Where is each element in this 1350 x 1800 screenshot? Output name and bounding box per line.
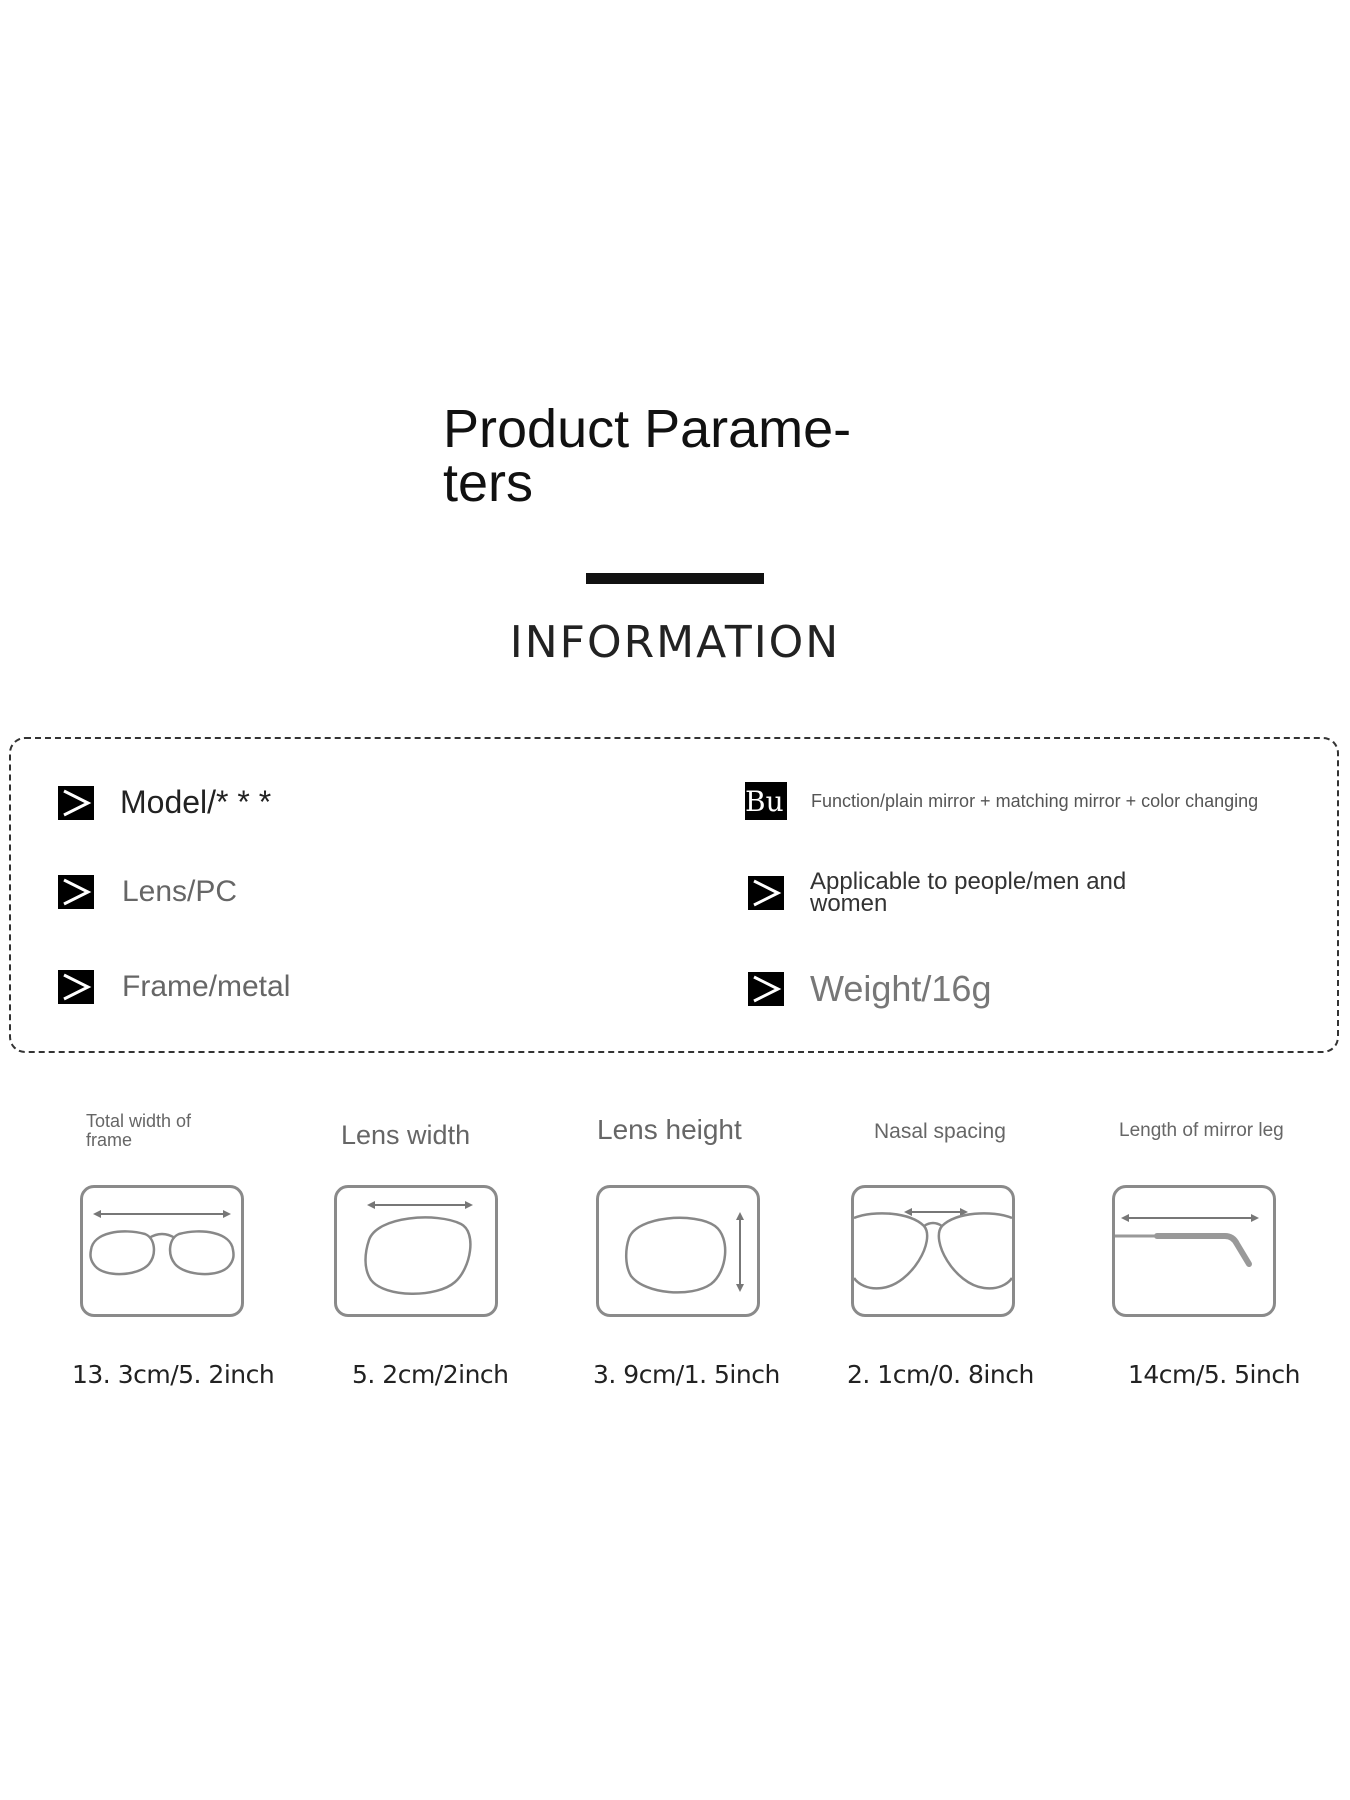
spec-model-text: Model/* * *	[120, 784, 272, 820]
lens-width-icon	[334, 1185, 498, 1317]
measurement-label: Lens width	[341, 1120, 471, 1150]
spec-applicable-text: Applicable to people/men and women	[810, 868, 1127, 917]
title-underline	[586, 573, 764, 584]
spec-weight-text: Weight/16g	[810, 968, 992, 1009]
spec-lens-text: Lens/PC	[122, 875, 238, 908]
measurement-value: 2. 1cm/0. 8inch	[847, 1360, 1034, 1389]
measurement-label: Length of mirror leg	[1119, 1120, 1284, 1141]
spec-function	[745, 782, 1258, 820]
total-width-icon	[80, 1185, 244, 1317]
nasal-spacing-icon	[851, 1185, 1015, 1317]
page-subtitle: INFORMATION	[509, 617, 841, 668]
spec-frame-text: Frame/metal	[122, 970, 291, 1003]
measurement-value: 14cm/5. 5inch	[1128, 1360, 1300, 1389]
measurement-value: 3. 9cm/1. 5inch	[593, 1360, 780, 1389]
measurement-label: Nasal spacing	[874, 1120, 1006, 1143]
spec-applicable	[748, 868, 1140, 917]
spec-weight	[748, 968, 991, 1010]
spec-function-text: Function/plain mirror + matching mirror + color changing	[811, 790, 1259, 811]
bu-icon: Bu	[745, 782, 787, 820]
arrow-icon	[58, 786, 94, 820]
arrow-icon	[748, 972, 784, 1006]
lens-height-icon	[596, 1185, 760, 1317]
measurement-value: 5. 2cm/2inch	[352, 1360, 509, 1389]
arrow-icon	[58, 875, 94, 909]
measurement-label: Lens height	[597, 1114, 742, 1145]
page-title: Product Parame- ters	[443, 399, 852, 513]
arrow-icon	[58, 970, 94, 1004]
measurement-label: Total width of frame	[86, 1111, 192, 1150]
spec-model	[58, 784, 271, 821]
mirror-leg-icon	[1112, 1185, 1276, 1317]
arrow-icon	[748, 876, 784, 910]
spec-lens	[58, 875, 237, 909]
measurement-value: 13. 3cm/5. 2inch	[72, 1360, 275, 1389]
spec-frame	[58, 970, 290, 1004]
